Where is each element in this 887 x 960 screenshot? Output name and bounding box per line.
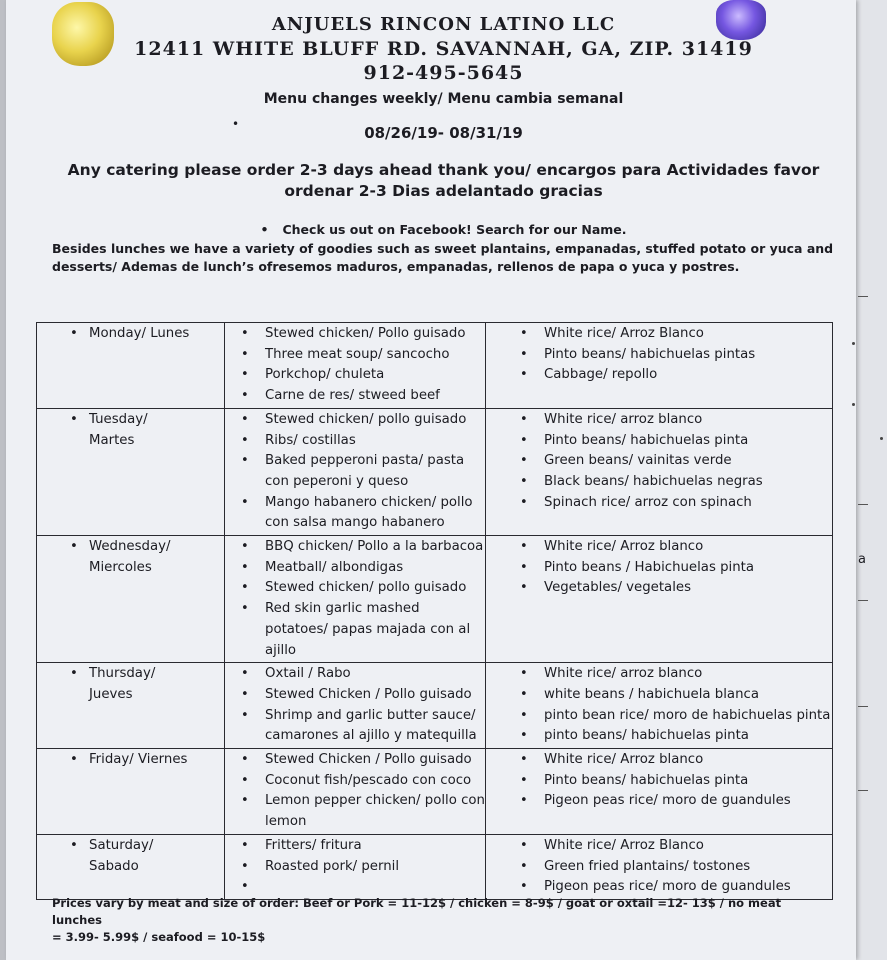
main-dish-item: • Baked pepperoni pasta/ pasta con peperoni y queso (225, 451, 485, 492)
mains-cell (225, 834, 486, 899)
day-label: Tuesday/ (89, 411, 148, 427)
side-dish-item: • White rice/ Arroz blanco (486, 750, 832, 771)
main-dish-item: • Ribs/ costillas (225, 431, 485, 452)
menu-dates: 08/26/19- 08/31/19 (364, 124, 523, 142)
main-dish-item: • Roasted pork/ pernil (225, 857, 485, 878)
menu-row (37, 408, 833, 535)
sides-cell (486, 536, 833, 663)
edge-mark (858, 296, 868, 297)
side-dish-item: • White rice/ arroz blanco (486, 664, 832, 685)
main-dish-item: • Mango habanero chicken/ pollo con salsa mango habanero (225, 493, 485, 534)
menu-row (37, 834, 833, 899)
side-dish-item: • pinto bean rice/ moro de habichuelas pinta (486, 706, 832, 727)
menu-changes-note: Menu changes weekly/ Menu cambia semanal (263, 91, 624, 107)
day-cell (37, 408, 225, 535)
main-dish-item: • Lemon pepper chicken/ pollo con lemon (225, 791, 485, 832)
sides-cell (486, 408, 833, 535)
side-dish-item: • white beans / habichuela blanca (486, 685, 832, 706)
main-dish-item: • Meatball/ albondigas (225, 558, 485, 579)
side-dish-item: • White rice/ arroz blanco (486, 410, 832, 431)
facebook-text: Check us out on Facebook! Search for our Name. (282, 222, 627, 237)
day-label: Jueves (89, 686, 133, 702)
mains-cell (225, 408, 486, 535)
weekly-menu-table (36, 322, 833, 900)
bullet-icon: • (70, 752, 78, 768)
main-dish-item: • Fritters/ fritura (225, 836, 485, 857)
edge-letter: a (858, 552, 866, 567)
edge-mark (858, 600, 868, 601)
price-line-2: = 3.99- 5.99$ / seafood = 10-15$ (52, 930, 266, 944)
day-label: Sabado (89, 858, 139, 874)
bullet-icon: • (70, 837, 78, 853)
main-dish-item: • BBQ chicken/ Pollo a la barbacoa (225, 537, 485, 558)
side-dish-item: • Pinto beans / Habichuelas pinta (486, 558, 832, 579)
day-cell (37, 834, 225, 899)
side-dish-item: • Pinto beans/ habichuelas pinta (486, 431, 832, 452)
sides-cell (486, 323, 833, 409)
main-dish-item: • Oxtail / Rabo (225, 664, 485, 685)
main-dish-item: • Stewed chicken/ Pollo guisado (225, 324, 485, 345)
day-cell (37, 663, 225, 749)
day-label: Miercoles (89, 559, 152, 575)
day-cell (37, 536, 225, 663)
day-cell (37, 323, 225, 409)
main-dish-item: • Carne de res/ stweed beef (225, 386, 485, 407)
day-label: Wednesday/ (89, 539, 171, 555)
day-label: Martes (89, 432, 135, 448)
sides-cell (486, 834, 833, 899)
side-dish-item: • Pigeon peas rice/ moro de guandules (486, 877, 832, 898)
edge-dot (880, 437, 883, 440)
side-dish-item: • Black beans/ habichuelas negras (486, 472, 832, 493)
sides-cell (486, 663, 833, 749)
catering-line-2: ordenar 2-3 Dias adelantado gracias (284, 182, 603, 200)
side-dish-item: • Green beans/ vainitas verde (486, 451, 832, 472)
edge-dot (852, 403, 855, 406)
main-dish-item: • Stewed chicken/ pollo guisado (225, 578, 485, 599)
main-dish-item: • Stewed chicken/ pollo guisado (225, 410, 485, 431)
mains-cell (225, 323, 486, 409)
main-dish-item: • Shrimp and garlic butter sauce/ camarones al ajillo y matequilla (225, 706, 485, 747)
menu-row (37, 663, 833, 749)
day-label: Saturday/ (89, 837, 154, 853)
main-dish-item: • Three meat soup/ sancocho (225, 345, 485, 366)
catering-notice (0, 160, 887, 202)
side-dish-item: • Pinto beans/ habichuelas pinta (486, 771, 832, 792)
menu-row (37, 536, 833, 663)
bullet-icon: • (70, 539, 78, 555)
main-dish-item: • Stewed Chicken / Pollo guisado (225, 685, 485, 706)
edge-mark (858, 790, 868, 791)
catering-line-1: Any catering please order 2-3 days ahead thank you/ encargos para Actividades favor (67, 161, 820, 179)
main-dish-item: • Stewed Chicken / Pollo guisado (225, 750, 485, 771)
edge-dot (852, 342, 855, 345)
side-dish-item: • White rice/ Arroz blanco (486, 537, 832, 558)
edge-mark (858, 706, 868, 707)
bullet-icon: • (70, 666, 78, 682)
day-label: Monday/ Lunes (89, 326, 190, 341)
bullet-icon: • (70, 326, 78, 341)
side-dish-item: • Cabbage/ repollo (486, 365, 832, 386)
bullet-icon: • (70, 411, 78, 427)
business-phone: 912-495-5645 (363, 62, 524, 84)
stray-bullet: • (232, 117, 240, 131)
menu-row (37, 323, 833, 409)
side-dish-item: • Pinto beans/ habichuelas pintas (486, 345, 832, 366)
side-dish-item: • White rice/ Arroz Blanco (486, 836, 832, 857)
bullet-icon: • (260, 222, 269, 237)
sides-cell (486, 749, 833, 835)
day-label: Thursday/ (89, 666, 156, 682)
side-dish-item: • pinto beans/ habichuelas pinta (486, 726, 832, 747)
mains-cell (225, 663, 486, 749)
side-dish-item: • Green fried plantains/ tostones (486, 857, 832, 878)
paper-stack-edge (852, 0, 887, 960)
main-dish-item: • Coconut fish/pescado con coco (225, 771, 485, 792)
mains-cell (225, 536, 486, 663)
business-name: ANJUELS RINCON LATINO LLC (271, 14, 616, 35)
main-dish-item: • Porkchop/ chuleta (225, 365, 485, 386)
menu-row (37, 749, 833, 835)
day-label: Friday/ Viernes (89, 752, 188, 768)
side-dish-item: • Spinach rice/ arroz con spinach (486, 493, 832, 514)
side-dish-item: • Pigeon peas rice/ moro de guandules (486, 791, 832, 812)
business-address: 12411 WHITE BLUFF RD. SAVANNAH, GA, ZIP. 31419 (134, 38, 753, 60)
goodies-notice: Besides lunches we have a variety of goodies such as sweet plantains, empanadas, stuffed potato or yuca and desserts/ Ademas de lunch’s ofresemos maduros, empanadas, rellenos de papa o yuca y postres. (52, 241, 834, 274)
facebook-notice (0, 222, 887, 237)
main-dish-item: • Red skin garlic mashed potatoes/ papas majada con al ajillo (225, 599, 485, 661)
price-line-1: Prices vary by meat and size of order: Beef or Pork = 11-12$ / chicken = 8-9$ / goat or oxtail =12- 13$ / no meat lunches (52, 896, 782, 927)
day-cell (37, 749, 225, 835)
edge-mark (858, 504, 868, 505)
side-dish-item: • Vegetables/ vegetales (486, 578, 832, 599)
mains-cell (225, 749, 486, 835)
side-dish-item: • White rice/ Arroz Blanco (486, 324, 832, 345)
price-list (52, 895, 822, 946)
